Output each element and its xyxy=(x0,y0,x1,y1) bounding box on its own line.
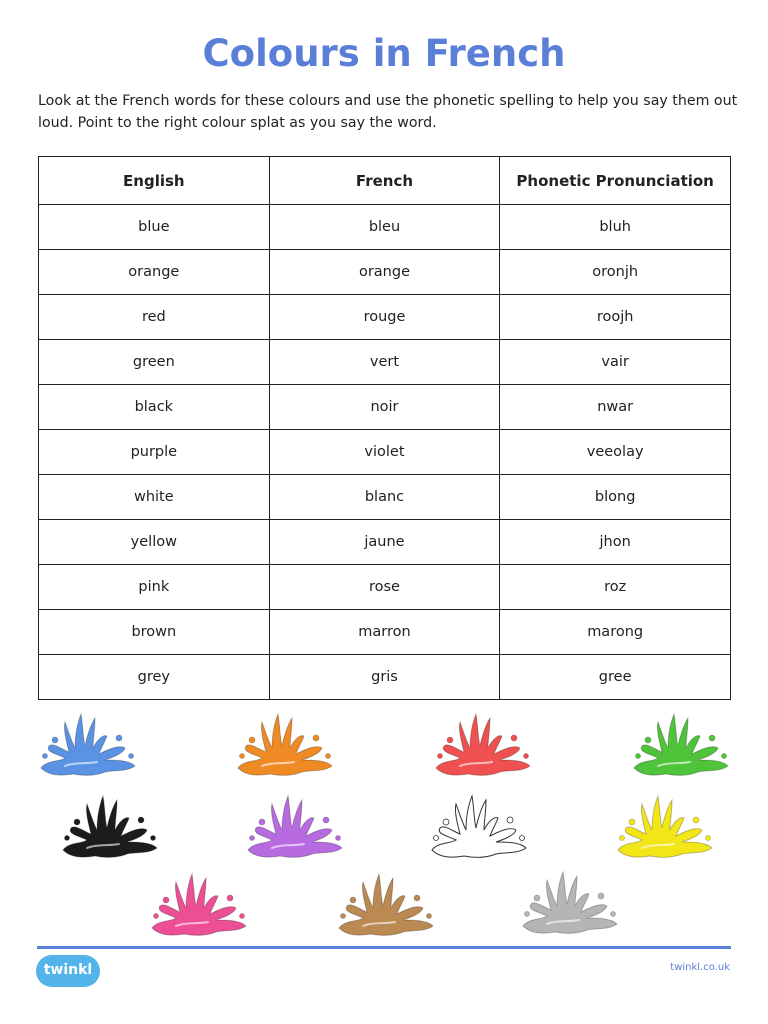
colours-table xyxy=(38,156,731,700)
purple-splat-icon[interactable] xyxy=(242,792,348,864)
table-row xyxy=(39,475,731,520)
table-row xyxy=(39,385,731,430)
blue-splat-icon[interactable] xyxy=(35,710,141,782)
table-row xyxy=(39,430,731,475)
green-splat-icon[interactable] xyxy=(628,710,734,782)
header-french: French xyxy=(269,157,500,205)
red-splat-icon[interactable] xyxy=(430,710,536,782)
english-cell: grey xyxy=(39,655,270,700)
table-row xyxy=(39,565,731,610)
twinkl-logo: twinkl xyxy=(36,955,100,987)
french-cell: noir xyxy=(269,385,500,430)
table-row xyxy=(39,295,731,340)
phonetic-cell: marong xyxy=(500,610,731,655)
brown-splat-icon[interactable] xyxy=(333,870,439,942)
phonetic-cell: vair xyxy=(500,340,731,385)
table-header-row xyxy=(39,157,731,205)
french-cell: blanc xyxy=(269,475,500,520)
table-row xyxy=(39,520,731,565)
french-cell: orange xyxy=(269,250,500,295)
header-english: English xyxy=(39,157,270,205)
phonetic-cell: roojh xyxy=(500,295,731,340)
page-title: Colours in French xyxy=(202,32,566,75)
instructions-text: Look at the French words for these colours and use the phonetic spelling to help you say them out loud. Point to the right colour splat as you say the word. xyxy=(38,93,738,131)
french-cell: violet xyxy=(269,430,500,475)
black-splat-icon[interactable] xyxy=(57,792,163,864)
orange-splat-icon[interactable] xyxy=(232,710,338,782)
english-cell: green xyxy=(39,340,270,385)
french-cell: vert xyxy=(269,340,500,385)
french-cell: gris xyxy=(269,655,500,700)
french-cell: rouge xyxy=(269,295,500,340)
yellow-splat-icon[interactable] xyxy=(612,792,718,864)
phonetic-cell: roz xyxy=(500,565,731,610)
colour-splats xyxy=(0,700,768,940)
english-cell: pink xyxy=(39,565,270,610)
header-phonetic: Phonetic Pronunciation xyxy=(500,157,731,205)
english-cell: purple xyxy=(39,430,270,475)
white-splat-icon[interactable] xyxy=(426,792,532,864)
english-cell: black xyxy=(39,385,270,430)
phonetic-cell: nwar xyxy=(500,385,731,430)
english-cell: red xyxy=(39,295,270,340)
footer-divider xyxy=(37,946,731,949)
french-cell: bleu xyxy=(269,205,500,250)
english-cell: brown xyxy=(39,610,270,655)
phonetic-cell: bluh xyxy=(500,205,731,250)
footer-url[interactable]: twinkl.co.uk xyxy=(670,962,730,973)
phonetic-cell: veeolay xyxy=(500,430,731,475)
table-row xyxy=(39,610,731,655)
french-cell: rose xyxy=(269,565,500,610)
english-cell: blue xyxy=(39,205,270,250)
table-row xyxy=(39,205,731,250)
phonetic-cell: jhon xyxy=(500,520,731,565)
english-cell: yellow xyxy=(39,520,270,565)
table-row xyxy=(39,340,731,385)
phonetic-cell: gree xyxy=(500,655,731,700)
french-cell: marron xyxy=(269,610,500,655)
french-cell: jaune xyxy=(269,520,500,565)
phonetic-cell: blong xyxy=(500,475,731,520)
table-row xyxy=(39,250,731,295)
table-row xyxy=(39,655,731,700)
english-cell: white xyxy=(39,475,270,520)
english-cell: orange xyxy=(39,250,270,295)
phonetic-cell: oronjh xyxy=(500,250,731,295)
pink-splat-icon[interactable] xyxy=(146,870,252,942)
grey-splat-icon[interactable] xyxy=(517,868,623,940)
